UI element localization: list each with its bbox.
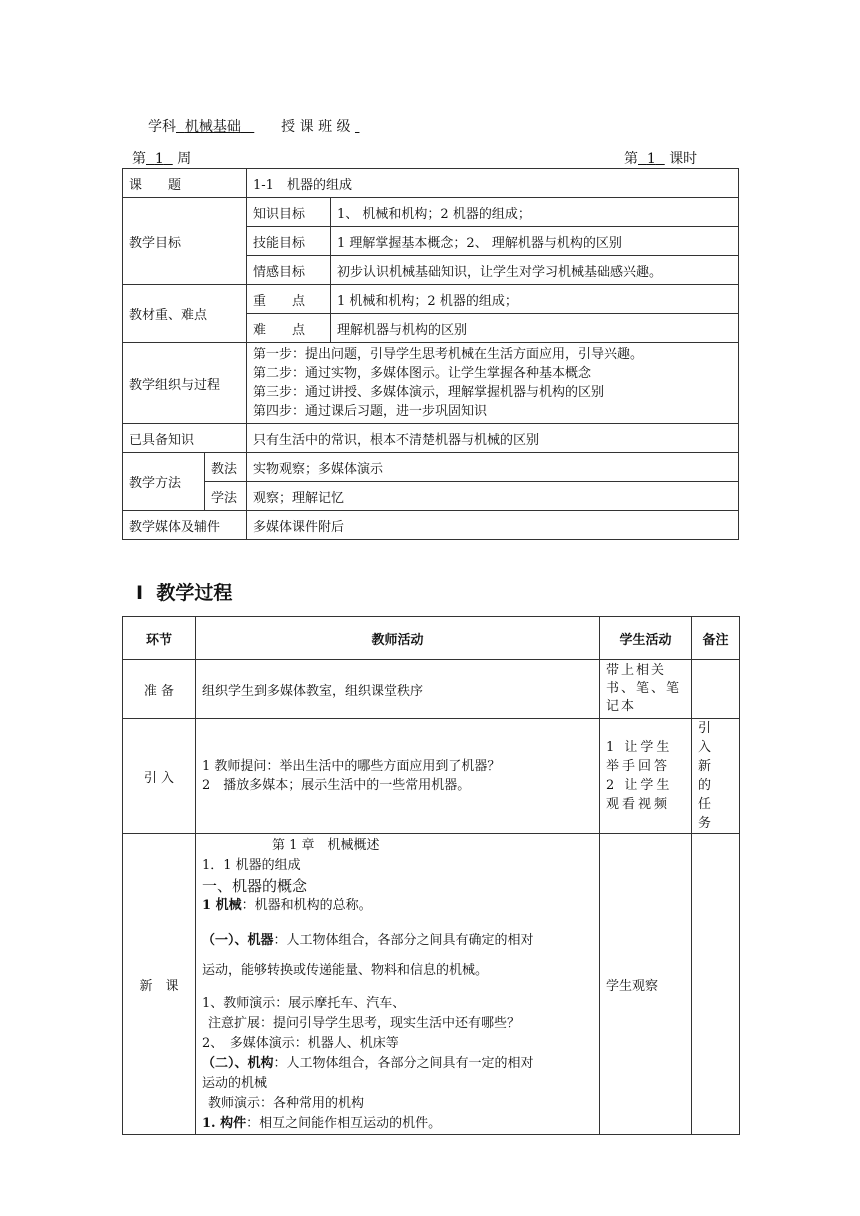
extend-line: 注意扩展：提问引导学生思考，现实生活中还有哪些？	[208, 1016, 521, 1031]
topic-value: 1-1 机器的组成	[247, 169, 739, 198]
class-label: 授 课 班 级	[281, 119, 351, 135]
goals-label: 教学目标	[123, 198, 247, 285]
intro-student-line: 2 让学生观看视频	[606, 778, 673, 812]
intro-student-line: 1 让学生举手回答	[606, 740, 673, 774]
section-title: 教学过程	[156, 582, 233, 604]
step-item: 第四步：通过课后习题，进一步巩固知识	[253, 404, 488, 419]
topic-row	[123, 169, 739, 198]
prior-label: 已具备知识	[123, 424, 247, 453]
demo-line: 教师演示：各种常用的机构	[208, 1096, 365, 1111]
teach-row	[123, 453, 739, 482]
intro-teacher-line: 1 教师提问：举出生活中的哪些方面应用到了机器？	[202, 759, 501, 774]
week-value: 1	[154, 151, 164, 167]
new-phase: 新 课	[123, 834, 196, 1135]
section-heading	[136, 578, 232, 605]
key-row	[123, 285, 739, 314]
knowledge-row	[123, 198, 739, 227]
subject-value: 机械基础	[184, 119, 241, 135]
prepare-phase: 准 备	[123, 660, 196, 719]
week-line: 第 1 周	[132, 151, 192, 167]
new-lesson-row	[123, 834, 740, 1135]
intro-row	[123, 719, 740, 834]
teach-value: 实物观察；多媒体演示	[247, 453, 739, 482]
intro-note: 引入新的任务	[692, 719, 740, 834]
method-label: 教学方法	[123, 453, 205, 511]
difficult-label: 难 点	[247, 314, 331, 343]
section-subtitle: 1．1 机器的组成	[202, 858, 301, 873]
learn-value: 观察；理解记忆	[247, 482, 739, 511]
intro-teacher	[196, 719, 600, 834]
learn-label: 学法	[205, 482, 247, 511]
mechanics-definition: 1 机械：机器和机构的总称。	[202, 898, 372, 913]
teaching-process-table	[122, 616, 740, 1135]
new-note	[692, 834, 740, 1135]
key-label: 重 点	[247, 285, 331, 314]
prior-value: 只有生活中的常识，根本不清楚机器与机械的区别	[247, 424, 739, 453]
intro-student	[600, 719, 692, 834]
period-value: 1	[646, 151, 656, 167]
skill-label: 技能目标	[247, 227, 331, 256]
prior-row	[123, 424, 739, 453]
media-label: 教学媒体及辅件	[123, 511, 247, 540]
difficult-value: 理解机器与机构的区别	[331, 314, 739, 343]
prepare-student: 带上相关书、笔、笔记本	[600, 660, 692, 719]
keypoints-label: 教材重、难点	[123, 285, 247, 343]
step-item: 第二步：通过实物，多媒体图示。让学生掌握各种基本概念	[253, 366, 592, 381]
step-item: 第一步：提出问题，引导学生思考机械在生活方面应用，引导兴趣。	[253, 347, 644, 362]
section-numeral: Ⅰ	[136, 582, 144, 604]
teach-label: 教法	[205, 453, 247, 482]
period-line: 第 1 课时	[624, 151, 698, 167]
organization-steps	[247, 343, 739, 424]
note-header: 备注	[692, 617, 740, 660]
media-value: 多媒体课件附后	[247, 511, 739, 540]
lesson-info-table	[122, 168, 739, 540]
media-row	[123, 511, 739, 540]
demo-line: 1、教师演示：展示摩托车、汽车、	[202, 996, 406, 1011]
intro-phase: 引 入	[123, 719, 196, 834]
prepare-teacher: 组织学生到多媒体教室，组织课堂秩序	[196, 660, 600, 719]
new-student: 学生观察	[600, 834, 692, 1135]
step-item: 第三步：通过讲授、多媒体演示，理解掌握机器与机构的区别	[253, 385, 605, 400]
subject-label: 学科	[148, 119, 176, 135]
intro-teacher-line: 2 播放多媒本；展示生活中的一些常用机器。	[202, 778, 471, 793]
prepare-note	[692, 660, 740, 719]
prepare-row	[123, 660, 740, 719]
subject-line	[148, 116, 427, 136]
emotion-value: 初步认识机械基础知识，让学生对学习机械基础感兴趣。	[331, 256, 739, 285]
skill-value: 1 理解掌握基本概念；2、 理解机器与机构的区别	[331, 227, 739, 256]
process-header-row	[123, 617, 740, 660]
phase-header: 环节	[123, 617, 196, 660]
knowledge-value: 1、 机械和机构；2 机器的组成；	[331, 198, 739, 227]
emotion-label: 情感目标	[247, 256, 331, 285]
organization-label: 教学组织与过程	[123, 343, 247, 424]
class-value	[355, 119, 427, 135]
mechanism-definition: （二）、机构：人工物体组合，各部分之间具有一定的相对 运动的机械	[202, 1056, 534, 1091]
student-header: 学生活动	[600, 617, 692, 660]
teacher-header: 教师活动	[196, 617, 600, 660]
concept-heading: 一、机器的概念	[202, 877, 308, 895]
learn-row	[123, 482, 739, 511]
component-definition: 1. 构件：相互之间能作相互运动的机件。	[202, 1116, 442, 1131]
key-value: 1 机械和机构；2 机器的组成；	[331, 285, 739, 314]
chapter-title: 第 1 章 机械概述	[272, 838, 380, 853]
machine-definition: （一）、机器：人工物体组合，各部分之间具有确定的相对 运动，能够转换或传递能量、物料和信息的机械。	[202, 933, 534, 978]
organization-row	[123, 343, 739, 424]
topic-label: 课 题	[123, 169, 247, 198]
new-teacher	[196, 834, 600, 1135]
knowledge-label: 知识目标	[247, 198, 331, 227]
demo-line: 2、 多媒体演示：机器人、机床等	[202, 1036, 399, 1051]
